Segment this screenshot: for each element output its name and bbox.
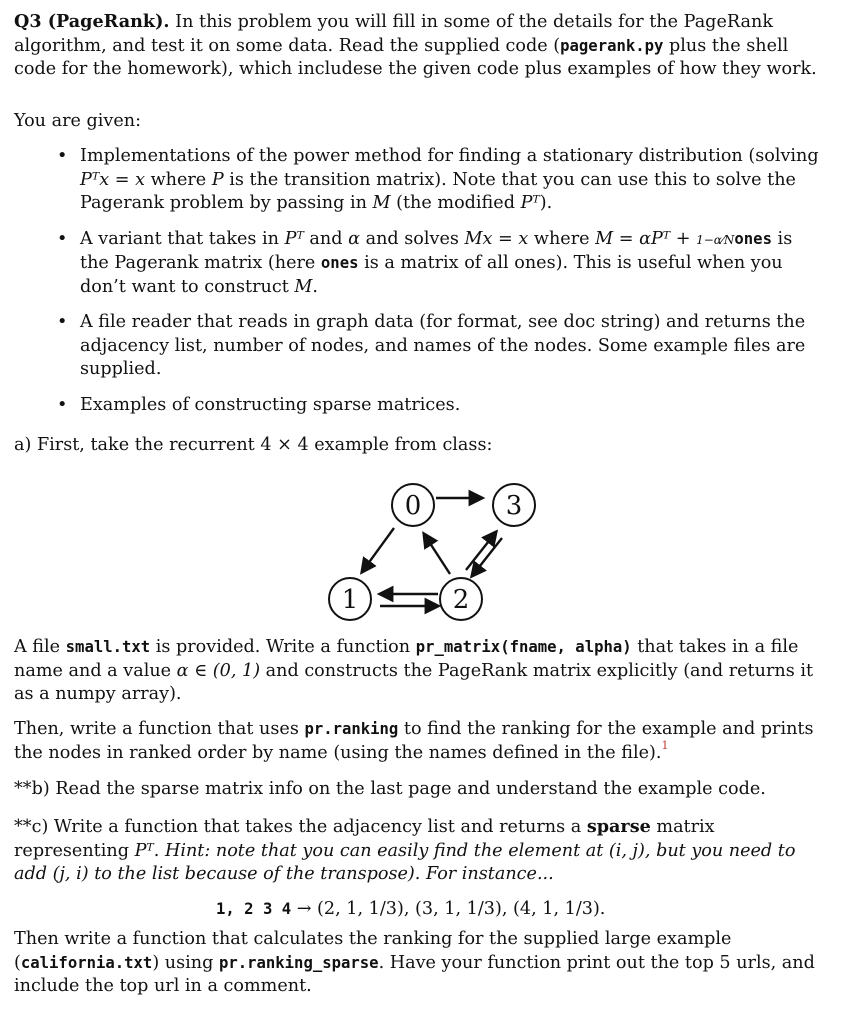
bullet-text: (the modified (390, 193, 521, 213)
math-expression: Mx = x (464, 228, 529, 249)
inline-code: ones (320, 254, 359, 272)
bullet-text: . (312, 276, 318, 297)
math-expression: P (211, 169, 224, 190)
part-a-paragraph (14, 434, 492, 458)
paragraph-text: . Have your function print out the top 5 urls, and include the top url in a comment. (14, 952, 815, 996)
list-item (14, 228, 826, 300)
math-expression: M (294, 276, 313, 297)
node-2-label: 2 (452, 585, 470, 615)
math-expression: M = αPᵀ + (595, 228, 697, 249)
inline-code: california.txt (20, 953, 153, 972)
given-list (14, 145, 826, 429)
footnote-marker: 1 (661, 738, 669, 752)
math-expression: M (372, 193, 391, 213)
bullet-icon: • (57, 394, 68, 415)
math-expression: α (348, 228, 361, 249)
paragraph-text: Then write a function that calculates the ranking for the supplied large example ( (14, 929, 732, 973)
node-0-label: 0 (404, 491, 422, 521)
paragraph-text: that takes in a file name and a value (14, 637, 799, 681)
edge-2-to-0 (424, 534, 450, 574)
inline-code: pr_matrix(fname, alpha) (415, 638, 632, 656)
bullet-icon: • (57, 146, 68, 166)
intro-paragraph (14, 10, 826, 82)
bullet-text: is a matrix of all ones). This is useful when you don’t want to construct (80, 253, 783, 297)
file-paragraph (14, 636, 826, 707)
bullet-icon: • (57, 228, 68, 249)
paragraph-text: **c) Write a function that takes the adjacency list and returns a (14, 817, 587, 837)
intro-text-a: In this problem you will fill in some of the details for the PageRank algorithm, and test it on some data. Read the supplied code ( (14, 12, 773, 56)
bullet-text: where (145, 169, 212, 190)
math-expression: Pᵀ (284, 228, 304, 249)
part-c-paragraph (14, 815, 826, 887)
math-expression: Pᵀx = x (80, 169, 145, 190)
bullet-text: is the transition matrix). Note that you can use this to solve the Pagerank problem by passing in (80, 169, 796, 213)
bullet-text: A file reader that reads in graph data (for format, see doc string) and returns the adjacency list, number of nodes, and names of the nodes. Some example files are supplied. (80, 312, 806, 379)
hint-text: Hint: note that you can easily find the element at (i, j), but you need to add (j, i) to the list because of the transpose). For instance... (14, 840, 796, 884)
bullet-icon: • (57, 312, 68, 332)
given-label: You are given: (14, 111, 142, 131)
node-3-label: 3 (505, 491, 523, 521)
list-item (14, 394, 826, 418)
paragraph-text: and constructs the PageRank matrix explicitly (and returns it as a numpy array). (14, 660, 814, 704)
inline-code: pr.ranking (304, 720, 399, 738)
list-item (14, 311, 826, 382)
bullet-text: and (303, 228, 349, 249)
bullet-text: where (528, 228, 596, 249)
bullet-text: Examples of constructing sparse matrices. (80, 394, 461, 415)
paragraph-text: is provided. Write a function (150, 637, 416, 657)
paragraph-text: Then, write a function that uses (14, 719, 305, 739)
math-expression: Pᵀ (520, 193, 540, 213)
bullet-text: and solves (360, 228, 465, 249)
part-a-text: a) First, take the recurrent 4 (14, 435, 278, 455)
math-expression: α ∈ (0, 1) (176, 660, 261, 681)
question-heading: Q3 (PageRank). (14, 11, 170, 32)
math-expression: Pᵀ (134, 840, 154, 861)
inline-code: ones (734, 229, 772, 248)
math-fraction: 1−α⁄N (696, 232, 735, 247)
inline-code: 1, 2 3 4 (216, 900, 292, 918)
intro-code: pagerank.py (560, 36, 664, 55)
list-item (14, 145, 826, 216)
ranking-paragraph (14, 718, 826, 765)
edge-0-to-1 (362, 528, 394, 572)
example-line (216, 898, 605, 922)
inline-code: small.txt (65, 638, 151, 656)
part-b-paragraph: **b) Read the sparse matrix info on the last page and understand the example code. (14, 779, 766, 799)
bullet-text: Implementations of the power method for finding a stationary distribution (solving (80, 146, 819, 166)
final-paragraph (14, 928, 826, 999)
paragraph-text: A file (14, 637, 66, 657)
bullet-text: is the Pagerank matrix (here (80, 228, 793, 273)
node-1-label: 1 (341, 585, 359, 615)
math-expression: × (277, 435, 292, 455)
inline-code: pr.ranking_sparse (218, 953, 379, 972)
paragraph-text: . (153, 840, 165, 861)
part-a-text: 4 example from class: (291, 435, 493, 455)
graph-diagram (314, 472, 544, 628)
paragraph-text: to find the ranking for the example and prints the nodes in ranked order by name (using the names defined in the file). (14, 719, 814, 763)
bullet-text: ). (539, 193, 553, 213)
math-expression: → (2, 1, 1/3), (3, 1, 1/3), (4, 1, 1/3). (291, 899, 606, 919)
bold-text: sparse (586, 816, 651, 837)
intro-text-b: plus the shell code for the homework), which includese the given code plus examples of how they work. (14, 35, 817, 79)
bullet-text: A variant that takes in (80, 228, 285, 249)
paragraph-text: ) using (152, 952, 219, 973)
paragraph-text: matrix representing (14, 817, 715, 861)
